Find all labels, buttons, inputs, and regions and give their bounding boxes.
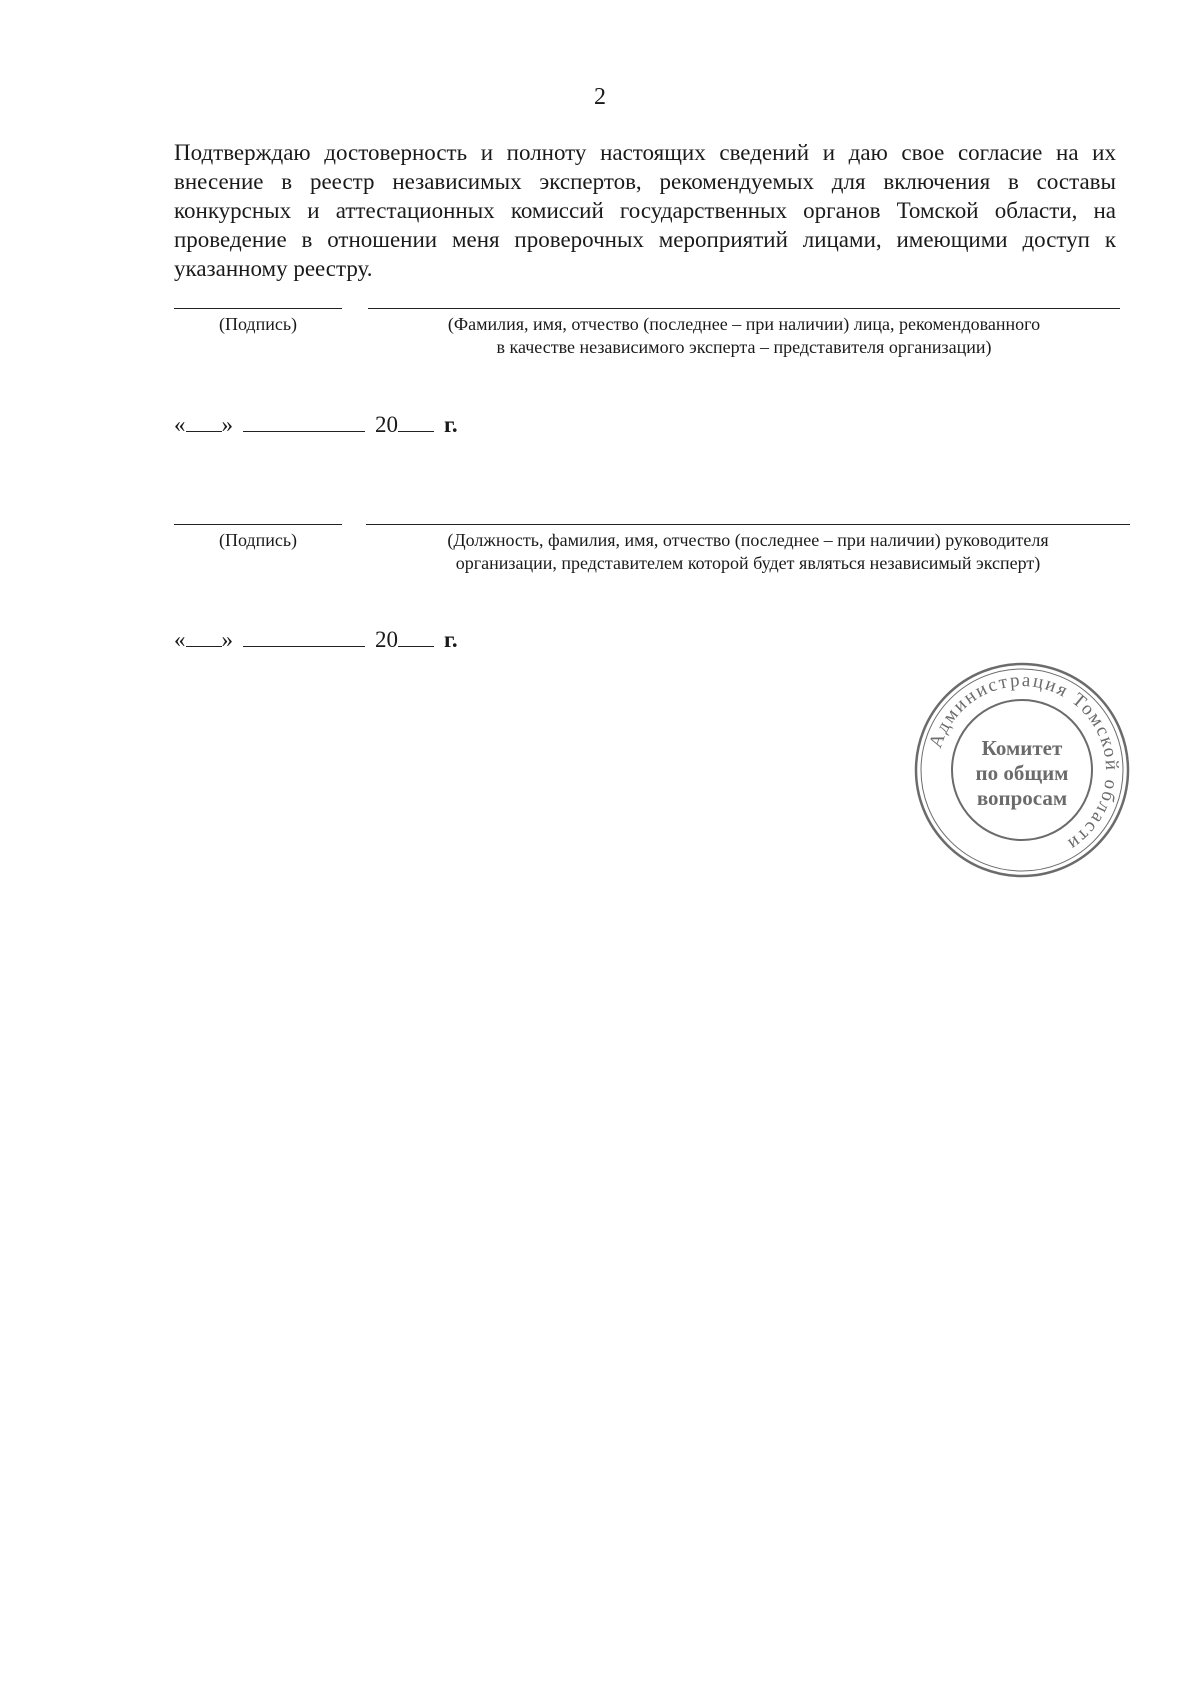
stamp-center-line2: по общим [975, 761, 1069, 785]
signature-caption-head: (Подпись) [218, 530, 298, 550]
name-caption-head-line1: (Должность, фамилия, имя, отчество (последнее – при наличии) руководителя [447, 530, 1049, 550]
month-blank [243, 645, 365, 647]
date-row-head [174, 627, 458, 653]
year-blank [398, 430, 434, 432]
signature-line-expert [174, 308, 342, 309]
year-suffix: г. [444, 412, 458, 437]
name-line-expert [368, 308, 1120, 309]
year-century: 20 [375, 627, 398, 652]
name-caption-expert-line1: (Фамилия, имя, отчество (последнее – при наличии) лица, рекомендованного [447, 314, 1041, 334]
name-caption-head-line2: организации, представителем которой будет являться независимый эксперт) [455, 553, 1041, 573]
year-suffix: г. [444, 627, 458, 652]
day-blank [186, 430, 222, 432]
month-blank [243, 430, 365, 432]
page-number: 2 [594, 84, 606, 110]
date-open-quote: « [174, 412, 186, 437]
signature-caption-expert: (Подпись) [218, 314, 298, 334]
name-caption-expert [368, 313, 1120, 359]
year-blank [398, 645, 434, 647]
year-century: 20 [375, 412, 398, 437]
stamp-ring-text: Администрация Томской области [925, 669, 1123, 856]
date-row-expert [174, 412, 458, 438]
name-line-head [366, 524, 1130, 525]
official-stamp [912, 660, 1132, 880]
stamp-center-line1: Комитет [981, 736, 1063, 760]
signature-line-head [174, 524, 342, 525]
date-close-quote: » [221, 627, 233, 652]
date-close-quote: » [221, 412, 233, 437]
name-caption-expert-line2: в качестве независимого эксперта – представителя организации) [496, 337, 992, 357]
date-open-quote: « [174, 627, 186, 652]
stamp-center-line3: вопросам [976, 786, 1068, 810]
name-caption-head [366, 529, 1130, 575]
day-blank [186, 645, 222, 647]
consent-statement: Подтверждаю достоверность и полноту настоящих сведений и даю свое согласие на их внесение в реестр независимых экспертов, рекомендуемых для включения в составы конкурсных и аттестационных комиссий государственных органов Томской области, на проведение в отношении меня проверочных мероприятий лицами, имеющими доступ к указанному реестру. [174, 140, 1116, 281]
